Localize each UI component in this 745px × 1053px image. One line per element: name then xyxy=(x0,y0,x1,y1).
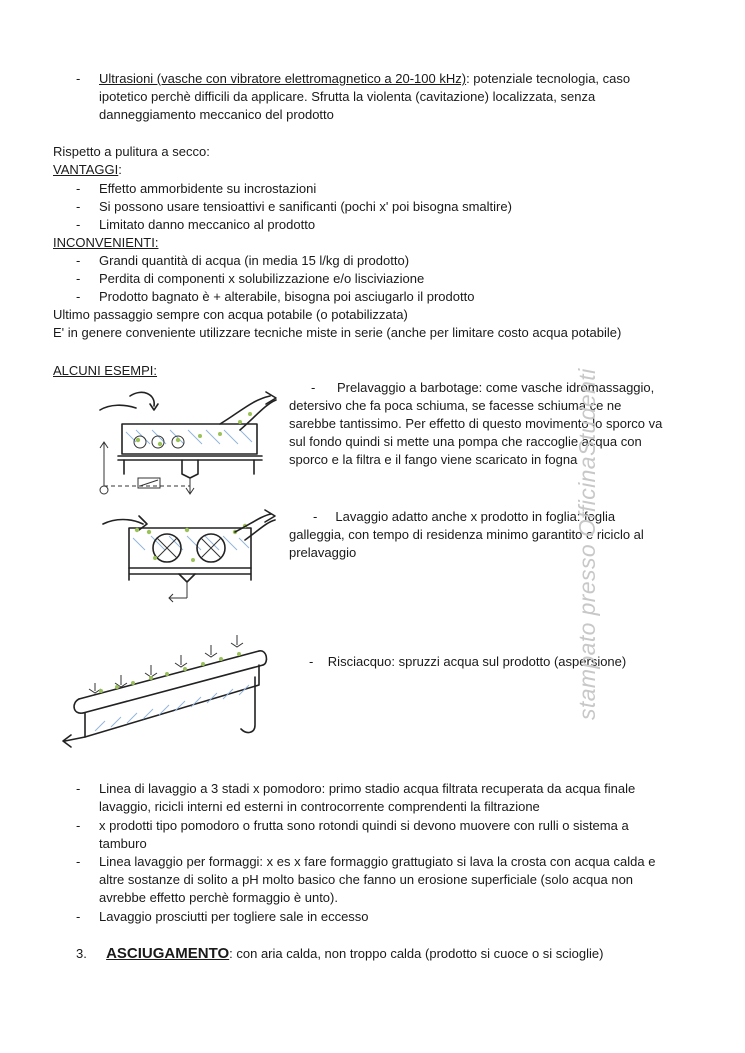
example-prelavaggio: - Prelavaggio a barbotage: come vasche idromassaggio, detersivo che fa poca schiuma, se facesse schiuma ce ne sarebbe tantissimo. Per effetto di questo movimento lo sporco va sul fondo quindi si mette una pompa che raccoglie acqua con sporco e la filtra e il fango viene scaricato in fogna xyxy=(289,380,663,467)
example-foglia: - Lavaggio adatto anche x prodotto in foglia: foglia galleggia, con tempo di residenza minimo garantito e riciclo al prelavaggio xyxy=(289,509,644,560)
ultrasound-title: Ultrasioni (vasche con vibratore elettromagnetico a 20-100 kHz) xyxy=(99,71,467,86)
section-number: 3. xyxy=(76,946,87,961)
section-title: ASCIUGAMENTO xyxy=(106,945,230,962)
disadvantages-heading: INCONVENIENTI: xyxy=(53,235,159,250)
note-line: Ultimo passaggio sempre con acqua potabile (o potabilizzata) xyxy=(53,307,408,322)
note-line: E' in genere conveniente utilizzare tecniche miste in serie (anche per limitare costo acqua potabile) xyxy=(53,325,622,340)
watermark: stampato presso OfficinaStudenti xyxy=(574,368,600,720)
examples-heading: ALCUNI ESEMPI: xyxy=(53,363,158,378)
rinse-conveyor-sketch xyxy=(55,625,275,755)
barbotage-sketch xyxy=(90,382,280,502)
bullet-dash: - xyxy=(76,71,81,86)
advantages-heading: VANTAGGI: xyxy=(53,162,122,177)
section-asciugamento xyxy=(76,945,603,963)
example-risciacquo: - Risciacquo: spruzzi acqua sul prodotto (aspersione) xyxy=(309,654,627,669)
ultrasound-line1: : potenziale tecnologia, caso xyxy=(466,71,631,86)
leaf-washer-sketch xyxy=(95,508,280,608)
ultrasound-line2: ipotetico perchè difficili da applicare. Sfrutta la violenta (cavitazione) localizzata, senza xyxy=(99,89,596,104)
intro-text: Rispetto a pulitura a secco: xyxy=(53,144,210,159)
ultrasound-line3: danneggiamento meccanico del prodotto xyxy=(99,107,334,122)
section-text: : con aria calda, non troppo calda (prodotto si cuoce o si scioglie) xyxy=(229,946,604,961)
